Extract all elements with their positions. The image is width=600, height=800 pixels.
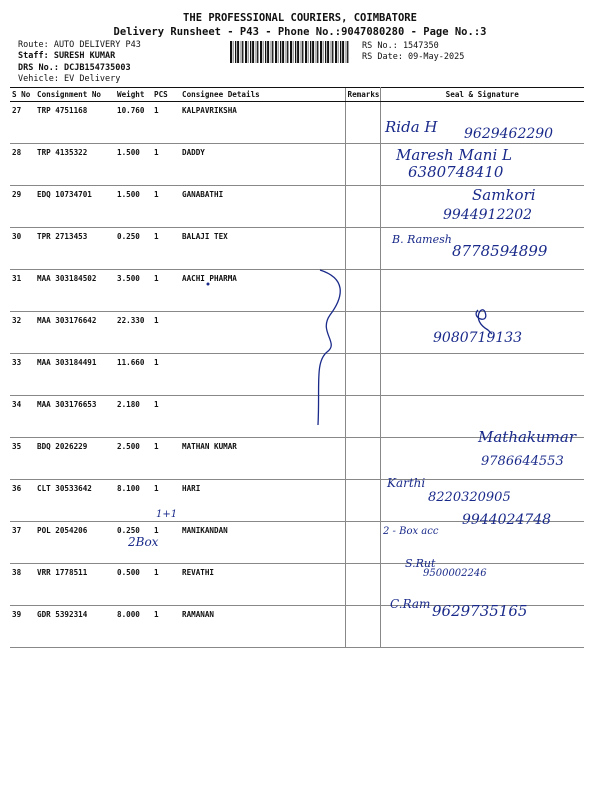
table-row (10, 270, 584, 312)
cell-sno: 29 (10, 186, 35, 228)
barcode-bar (237, 41, 239, 63)
cell-remarks (345, 144, 380, 186)
col-header-pcs: PCS (152, 88, 180, 102)
cell-consignment-no: TPR 2713453 (35, 228, 115, 270)
cell-remarks (345, 354, 380, 396)
signature-38: S.Rut (405, 557, 436, 570)
document-subtitle: Delivery Runsheet - P43 - Phone No.:9047080280 - Page No.:3 (113, 26, 487, 38)
barcode-bar (250, 41, 251, 63)
cell-consignee (180, 312, 345, 354)
cell-weight: 0.250 (115, 522, 152, 564)
barcode-bar (260, 41, 262, 63)
cell-pcs: 1 (152, 606, 180, 648)
cell-weight: 1.500 (115, 144, 152, 186)
handwritten-phone-38: 9500002246 (423, 568, 487, 579)
barcode-bar (335, 41, 337, 63)
col-header-remarks: Remarks (345, 88, 380, 102)
table-header-row (10, 88, 584, 102)
barcode-bar (302, 41, 303, 63)
cell-pcs: 1 (152, 564, 180, 606)
cell-pcs: 1 (152, 270, 180, 312)
table-row (10, 564, 584, 606)
cell-consignee (180, 354, 345, 396)
cell-consignee: MATHAN KUMAR (180, 438, 345, 480)
barcode-bar (230, 41, 232, 63)
handwritten-name-35: Mathakumar (478, 428, 577, 446)
cell-weight: 0.250 (115, 228, 152, 270)
barcode-bar (256, 41, 257, 63)
barcode-bar (316, 41, 317, 63)
cell-seal-signature (380, 354, 584, 396)
barcode-bar (242, 41, 243, 63)
cell-remarks (345, 480, 380, 522)
barcode-bar (282, 41, 284, 63)
document-title: THE PROFESSIONAL COURIERS, COIMBATORE (183, 12, 417, 24)
cell-pcs: 1 (152, 438, 180, 480)
cell-sno: 33 (10, 354, 35, 396)
cell-consignment-no: TRP 4751168 (35, 102, 115, 144)
barcode-bar (263, 41, 264, 63)
drs-label: DRS No.: DCJB154735003 (18, 63, 131, 73)
cell-seal-signature (380, 270, 584, 312)
cell-sno: 37 (10, 522, 35, 564)
barcode-bar (293, 41, 294, 63)
barcode-bar (280, 41, 281, 63)
cell-weight: 2.500 (115, 438, 152, 480)
cell-sno: 38 (10, 564, 35, 606)
barcode-bar (235, 41, 236, 63)
handwritten-note-37: 2 - Box acc (383, 526, 439, 537)
barcode-bar (278, 41, 279, 63)
signature-27: Rida H (385, 118, 438, 136)
col-header-consignee: Consignee Details (180, 88, 345, 102)
cell-consignment-no: TRP 4135322 (35, 144, 115, 186)
col-header-weight: Weight (115, 88, 152, 102)
barcode-bar (301, 41, 302, 63)
cell-consignment-no: MAA 303176642 (35, 312, 115, 354)
cell-weight: 11.660 (115, 354, 152, 396)
cell-consignee: GANABATHI (180, 186, 345, 228)
cell-remarks (345, 312, 380, 354)
cell-pcs: 1 (152, 354, 180, 396)
barcode-bar (265, 41, 266, 63)
cell-weight: 8.100 (115, 480, 152, 522)
cell-pcs: 1 (152, 396, 180, 438)
cell-consignment-no: MAA 303184491 (35, 354, 115, 396)
cell-remarks (345, 564, 380, 606)
cell-remarks (345, 606, 380, 648)
signature-39: C.Ram (390, 597, 431, 611)
signature-36: Karthi (387, 476, 426, 490)
cell-sno: 39 (10, 606, 35, 648)
barcode-bar (310, 41, 311, 63)
barcode-bar (248, 41, 249, 63)
col-header-seal: Seal & Signature (380, 88, 584, 102)
cell-consignment-no: VRR 1778511 (35, 564, 115, 606)
cell-pcs: 1 (152, 480, 180, 522)
cell-sno: 30 (10, 228, 35, 270)
cell-remarks (345, 438, 380, 480)
barcode-bar (233, 41, 234, 63)
cell-consignment-no: MAA 303184502 (35, 270, 115, 312)
route-label: Route: AUTO DELIVERY P43 (18, 40, 141, 50)
cell-sno: 27 (10, 102, 35, 144)
signature-30: B. Ramesh (392, 233, 452, 246)
cell-pcs: 1 (152, 102, 180, 144)
cell-consignment-no: EDQ 10734701 (35, 186, 115, 228)
cell-weight: 2.180 (115, 396, 152, 438)
barcode-bar (305, 41, 307, 63)
cell-consignee: KALPAVRIKSHA (180, 102, 345, 144)
cell-consignee (180, 396, 345, 438)
cell-remarks (345, 228, 380, 270)
barcode-bar (275, 41, 277, 63)
cell-consignment-no: POL 2054206 (35, 522, 115, 564)
cell-remarks (345, 102, 380, 144)
cell-pcs: 1 (152, 522, 180, 564)
barcode-bar (286, 41, 287, 63)
barcode-bar (241, 41, 242, 63)
barcode-bar (297, 41, 299, 63)
cell-weight: 1.500 (115, 186, 152, 228)
handwritten-name-28: Maresh Mani L (396, 146, 512, 164)
cell-weight: 0.500 (115, 564, 152, 606)
barcode-bar (308, 41, 309, 63)
cell-sno: 35 (10, 438, 35, 480)
cell-sno: 32 (10, 312, 35, 354)
handwritten-phone-39: 9629735165 (432, 602, 528, 620)
rs-date: RS Date: 09-May-2025 (362, 52, 465, 62)
handwritten-phone-33: 9080719133 (433, 330, 523, 346)
col-header-consignment: Consignment No (35, 88, 115, 102)
handwritten-box-37: 2Box (128, 535, 159, 549)
barcode-bar (287, 41, 288, 63)
barcode-bar (272, 41, 273, 63)
cell-sno: 34 (10, 396, 35, 438)
cell-remarks (345, 396, 380, 438)
barcode-bar (340, 41, 341, 63)
cell-pcs: 1 (152, 312, 180, 354)
col-header-sno: S No (10, 88, 35, 102)
barcode-bar (331, 41, 332, 63)
handwritten-name-29: Samkori (472, 186, 536, 204)
barcode-bar (323, 41, 324, 63)
cell-pcs: 1 (152, 186, 180, 228)
barcode-bar (257, 41, 258, 63)
rs-number: RS No.: 1547350 (362, 41, 439, 51)
handwritten-phone-35: 9786644553 (481, 454, 564, 469)
cell-weight: 8.000 (115, 606, 152, 648)
barcode-bar (342, 41, 344, 63)
handwritten-pcs-37: 1+1 (156, 509, 178, 520)
cell-sno: 31 (10, 270, 35, 312)
barcode-bar (327, 41, 329, 63)
cell-weight: 22.330 (115, 312, 152, 354)
handwritten-phone-27: 9629462290 (464, 126, 554, 142)
vehicle-label: Vehicle: EV Delivery (18, 74, 121, 84)
barcode-bar (346, 41, 347, 63)
cell-weight: 10.760 (115, 102, 152, 144)
handwritten-phone-36: 8220320905 (428, 490, 511, 505)
barcode-bar (338, 41, 339, 63)
cell-consignment-no: BDQ 2026229 (35, 438, 115, 480)
barcode-bar (317, 41, 318, 63)
cell-pcs: 1 (152, 228, 180, 270)
barcode-bar (295, 41, 296, 63)
barcode-bar (325, 41, 326, 63)
cell-consignee: BALAJI TEX (180, 228, 345, 270)
handwritten-phone-30: 8778594899 (452, 242, 548, 260)
cell-remarks (345, 186, 380, 228)
cell-sno: 28 (10, 144, 35, 186)
cell-consignee: MANIKANDAN (180, 522, 345, 564)
staff-label: Staff: SURESH KUMAR (18, 51, 116, 61)
cell-remarks (345, 270, 380, 312)
barcode-image (230, 41, 352, 63)
cell-consignee: DADDY (180, 144, 345, 186)
cell-consignee: AACHI PHARMA (180, 270, 345, 312)
handwritten-phone-29: 9944912202 (443, 207, 533, 223)
barcode-bar (347, 41, 348, 63)
handwritten-phone-28: 6380748410 (408, 163, 504, 181)
barcode-bar (332, 41, 333, 63)
cell-consignee: HARI (180, 480, 345, 522)
barcode-bar (267, 41, 269, 63)
cell-consignee: RAMANAN (180, 606, 345, 648)
cell-consignment-no: GDR 5392314 (35, 606, 115, 648)
cell-sno: 36 (10, 480, 35, 522)
cell-consignment-no: CLT 30533642 (35, 480, 115, 522)
handwritten-phone-37: 9944024748 (462, 512, 552, 528)
barcode-bar (312, 41, 314, 63)
barcode-bar (252, 41, 254, 63)
table-row (10, 354, 584, 396)
barcode-bar (271, 41, 272, 63)
cell-weight: 3.500 (115, 270, 152, 312)
cell-remarks (345, 522, 380, 564)
cell-consignment-no: MAA 303176653 (35, 396, 115, 438)
barcode-bar (320, 41, 322, 63)
cell-consignee: REVATHI (180, 564, 345, 606)
barcode-bar (245, 41, 247, 63)
barcode-bar (290, 41, 292, 63)
cell-pcs: 1 (152, 144, 180, 186)
